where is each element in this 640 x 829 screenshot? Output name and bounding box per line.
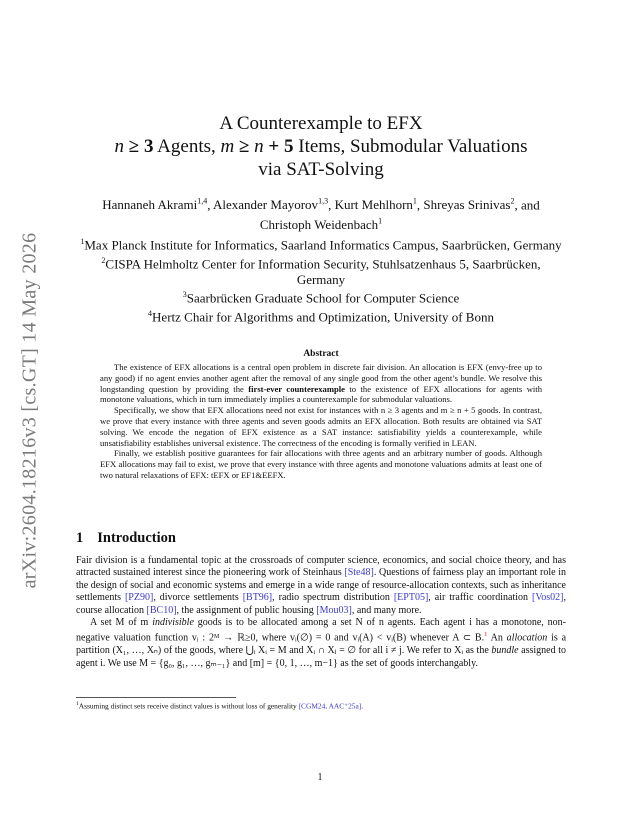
intro-paragraph-2: A set M of m indivisible goods is to be allocated among a set N of n agents. Each agent i has a monotone, non-negative valuation function vᵢ : 2ᴹ → ℝ≥0, where vᵢ(∅) = 0 and vᵢ(A) < vᵢ(B) whenever A ⊂ B.$^1$ An allocation is a partition (X₁, …, Xₙ) of the goods, where ⋃ᵢ Xᵢ = M and Xᵢ ∩ Xⱼ = ∅ for all i ≠ j. We refer to Xᵢ as the bundle assigned to agent i. We use M = {g₀, g₁, …, gₘ₋₁} and [m] = {0, 1, …, m−1} as the set of goods interchangably. [76, 617, 567, 669]
footnote-marker[interactable]: 1 [484, 631, 488, 639]
affiliation-3: $^3$Saarbrücken Graduate School for Computer Science [182, 290, 460, 306]
title-line-1: A Counterexample to EFX [219, 113, 423, 134]
citation-link[interactable]: [Ste48] [344, 567, 374, 579]
arxiv-id-text: arXiv:2604.18216v3 [cs.GT] 14 May 2026 [18, 232, 41, 588]
footnote: $^1$Assuming distinct sets receive distinct values is without loss of generality [CGM24, AAC⁺25a]. [76, 701, 364, 711]
affiliation-1: $^1$Max Planck Institute for Informatics, Saarland Informatics Campus, Saarbrücken, Germany [80, 237, 562, 253]
abstract-paragraph-1: The existence of EFX allocations is a central open problem in discrete fair division. An allocation is EFX (envy-free up to any good) if no agent envies another agent after the removal of any single good from the other agent’s bundle. We resolve this longstanding question by providing the first-ever counterexample to the existence of EFX allocations for agents with monotone valuations, which in turn immediately implies a counterexample for submodular valuations. [100, 362, 542, 405]
affiliation-2: $^2$CISPA Helmholtz Center for Information Security, Stuhlsatzenhaus 5, Saarbrücken, Germany [101, 255, 541, 287]
author: Kurt Mehlhorn$^1$ [334, 197, 417, 213]
abstract-body [100, 362, 542, 481]
affiliations [76, 234, 566, 325]
title-line-2: n ≥ 3 Agents, m ≥ n + 5 Items, Submodular Valuations [114, 136, 528, 157]
citation-link[interactable]: [PZ90] [124, 592, 154, 604]
page-number: 1 [317, 772, 323, 783]
title-line-3: via SAT-Solving [258, 159, 384, 180]
section-number: 1 [76, 530, 84, 546]
citation-link[interactable]: [CGM24, AAC⁺25a] [298, 701, 362, 711]
abstract-paragraph-3: Finally, we establish positive guarantees for fair allocations with three agents and an arbitrary number of goods. Although EFX allocations may fail to exist, we prove that every instance with three agents and monotone valuations admits at least one of two natural relaxations of EFX: tEFX or EF1&EEFX. [100, 448, 542, 480]
author-list: Hannaneh Akrami$^{1,4}$, Alexander Mayorov$^{1,3}$, Kurt Mehlhorn$^1$, Shreyas Srinivas$^2$, and Christoph Weidenbach$^1$ [102, 197, 540, 232]
citation-link[interactable]: [BT96] [242, 592, 273, 604]
abstract-paragraph-2: Specifically, we show that EFX allocations need not exist for instances with n ≥ 3 agents and m ≥ n + 5 goods. In contrast, we prove that every instance with three agents and seven goods admits an EFX allocation. Both results are obtained via SAT solving. We encode the negation of EFX existence as a SAT instance: satisfiability yields a counterexample, while unsatisfiability establishes universal existence. The correctness of the encoding is formally verified in LEAN. [100, 405, 542, 448]
section-heading-introduction [76, 530, 176, 547]
arxiv-identifier [10, 200, 50, 620]
author: Alexander Mayorov$^{1,3}$ [213, 197, 329, 213]
footnote-divider [76, 697, 236, 698]
citation-link[interactable]: [BC10] [146, 604, 177, 616]
author: Christoph Weidenbach$^1$ [259, 216, 383, 232]
affiliation-4: $^4$Hertz Chair for Algorithms and Optimization, University of Bonn [148, 308, 494, 325]
citation-link[interactable]: [EPT05] [393, 592, 429, 604]
section-title: Introduction [97, 530, 176, 546]
introduction-body [76, 555, 566, 670]
abstract-heading: Abstract [303, 349, 339, 359]
citation-link[interactable]: [Vos02] [532, 592, 564, 604]
author: Shreyas Srinivas$^2$ [423, 197, 515, 213]
citation-link[interactable]: [Mou03] [316, 604, 352, 616]
intro-paragraph-1: Fair division is a fundamental topic at the crossroads of computer science, economics, and social choice theory, and has attracted sustained interest since the pioneering work of Steinhaus [Ste48]. Questions of fairness play an important role in the design of social and economic systems and emerge in a wide range of resource-allocation contexts, such as inheritance settlements [PZ90], divorce settlements [BT96], radio spectrum distribution [EPT05], air traffic coordination [Vos02], course allocation [BC10], the assignment of public housing [Mou03], and many more. [76, 555, 566, 616]
author: Hannaneh Akrami$^{1,4}$ [102, 197, 208, 213]
paper-title [76, 112, 566, 181]
